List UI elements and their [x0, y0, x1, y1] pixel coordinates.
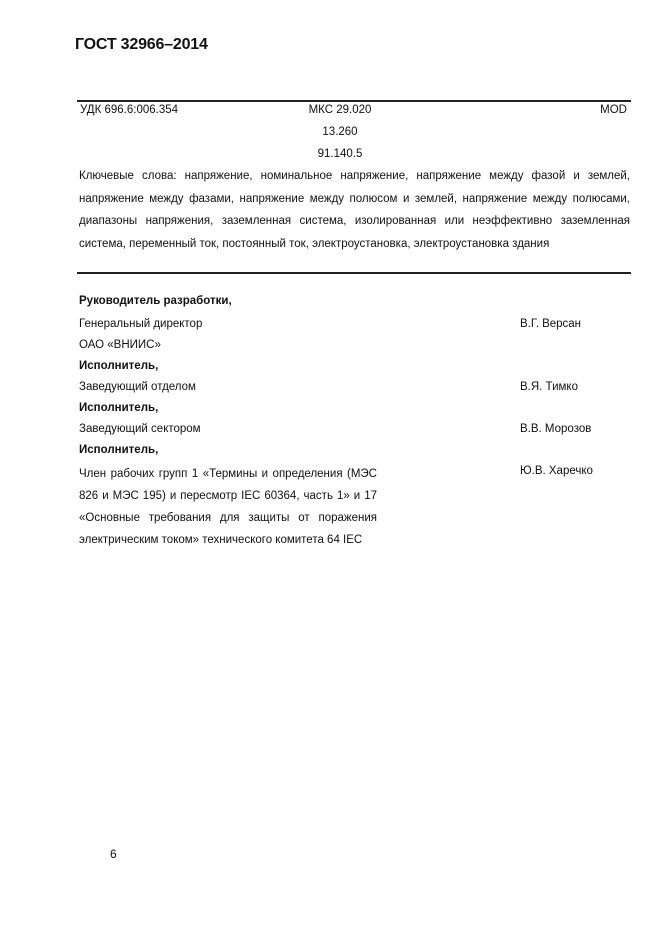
mks-code-3: 91.140.5 — [317, 148, 363, 160]
contributor-name-lead: В.Г. Версан — [520, 318, 582, 330]
contributor-role-2: Исполнитель, — [79, 360, 159, 372]
mks-code-2: 13.260 — [322, 126, 358, 138]
contributor-role-3: Исполнитель, — [79, 402, 159, 414]
keywords-paragraph: Ключевые слова: напряжение, номинальное напряжение, напряжение между фазой и землей, напряжение между фазами, напряжение между полюсом и землей, напряжение между полюсами, диапазоны напряжения, заземленная система, изолированная или неэффективно заземленная система, переменный ток, постоянный ток, электроустановка, электроустановка здания — [79, 170, 630, 250]
bottom-divider — [77, 272, 631, 274]
mks-code-1: МКС 29.020 — [308, 104, 372, 116]
contributor-role-4: Исполнитель, — [79, 444, 159, 456]
udk-code: УДК 696.6:006.354 — [80, 104, 179, 116]
contributor-position-lead: Генеральный директор — [79, 318, 203, 330]
contributor-position-3: Заведующий сектором — [79, 423, 201, 435]
contributor-organization: ОАО «ВНИИС» — [79, 339, 161, 351]
contributor-name-4: Ю.В. Харечко — [520, 465, 593, 477]
mks-codes — [300, 104, 380, 170]
page-number: 6 — [110, 847, 117, 861]
contributor-name-3: В.В. Морозов — [520, 423, 592, 435]
contributor-position-4: Член рабочих групп 1 «Термины и определения (МЭС 826 и МЭС 195) и пересмотр IEC 60364, часть 1» и 17 «Основные требования для защиты от поражения электрическим током» технического комитета 64 IEC — [79, 468, 377, 546]
top-divider — [77, 100, 631, 102]
contributor-position-2: Заведующий отделом — [79, 381, 196, 393]
mod-label: MOD — [600, 104, 627, 116]
contributor-role-lead: Руководитель разработки, — [79, 295, 232, 307]
document-header-title: ГОСТ 32966–2014 — [75, 36, 208, 53]
contributor-name-2: В.Я. Тимко — [520, 381, 578, 393]
